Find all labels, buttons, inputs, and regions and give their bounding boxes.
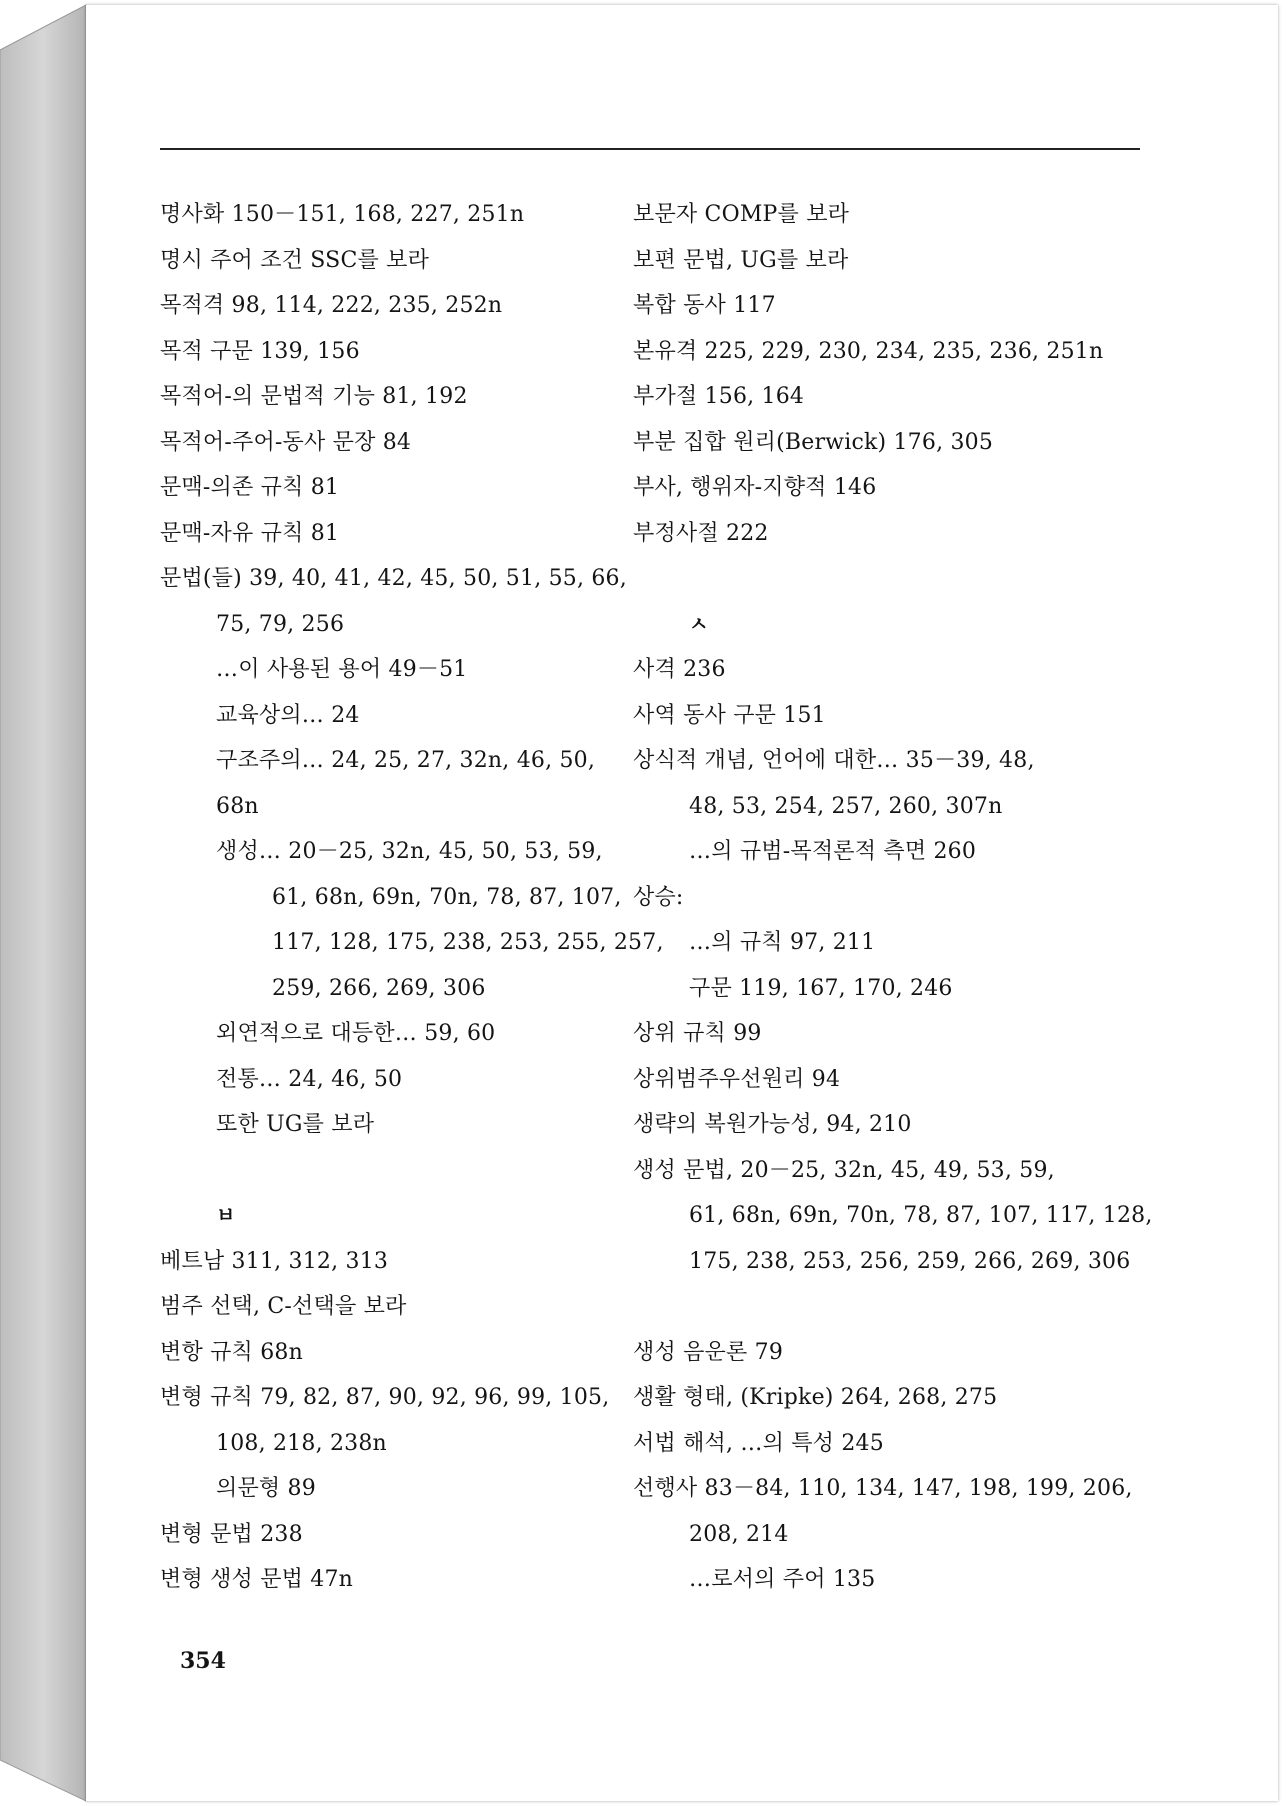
index-entry: 108, 218, 238n — [216, 1430, 387, 1456]
index-column-left — [160, 192, 690, 1603]
index-entry: 교육상의… 24 — [216, 702, 360, 728]
index-entry: 문맥-의존 규칙 81 — [160, 475, 340, 500]
index-entry: 부가절 156, 164 — [633, 384, 805, 409]
index-entry: 또한 UG를 보라 — [216, 1112, 375, 1137]
index-entry: 48, 53, 254, 257, 260, 307n — [689, 793, 1003, 819]
index-entry: 사역 동사 구문 151 — [633, 702, 826, 728]
index-entry: 목적 구문 139, 156 — [160, 338, 360, 364]
index-entry: 변형 생성 문법 47n — [160, 1567, 354, 1592]
index-entry: 목적어-주어-동사 문장 84 — [160, 429, 412, 455]
index-entry: 68n — [216, 793, 259, 819]
page-number: 354 — [180, 1648, 226, 1674]
index-entry: 117, 128, 175, 238, 253, 255, 257, — [272, 930, 664, 955]
index-entry: 생성 문법, 20－25, 32n, 45, 49, 53, 59, — [633, 1157, 1055, 1183]
spacer — [160, 1148, 690, 1194]
index-entry: 208, 214 — [689, 1521, 789, 1547]
index-entry: …의 규칙 97, 211 — [689, 930, 876, 955]
header-rule — [160, 148, 1140, 150]
index-entry: 베트남 311, 312, 313 — [160, 1248, 389, 1274]
index-entry: …의 규범-목적론적 측면 260 — [689, 839, 977, 864]
index-entry: 목적격 98, 114, 222, 235, 252n — [160, 293, 503, 318]
index-entry: 변형 규칙 79, 82, 87, 90, 92, 96, 99, 105, — [160, 1385, 610, 1410]
index-column-right — [633, 192, 1173, 1603]
index-entry: 문맥-자유 규칙 81 — [160, 520, 340, 546]
index-entry: 부정사절 222 — [633, 520, 769, 546]
book-spine-edge — [0, 0, 90, 1806]
index-entry: 의문형 89 — [216, 1476, 316, 1501]
index-entry: 변형 문법 238 — [160, 1521, 303, 1547]
index-entry: 구조주의… 24, 25, 27, 32n, 46, 50, — [216, 748, 596, 773]
index-entry: 목적어-의 문법적 기능 81, 192 — [160, 384, 468, 409]
index-entry: 생략의 복원가능성, 94, 210 — [633, 1112, 912, 1137]
index-entry: 75, 79, 256 — [216, 611, 345, 637]
section-letter: ㅂ — [216, 1203, 236, 1227]
index-entry: 문법(들) 39, 40, 41, 42, 45, 50, 51, 55, 66, — [160, 566, 627, 591]
index-entry: 상승: — [633, 884, 684, 910]
index-entry: 범주 선택, C-선택을 보라 — [160, 1294, 407, 1319]
section-letter: ㅅ — [689, 611, 709, 636]
index-entry: 부분 집합 원리(Berwick) 176, 305 — [633, 429, 994, 455]
index-entry: 259, 266, 269, 306 — [272, 975, 486, 1001]
index-entry: 상위범주우선원리 94 — [633, 1066, 841, 1092]
index-entry: 부사, 행위자-지향적 146 — [633, 475, 877, 500]
index-entry: 명시 주어 조건 SSC를 보라 — [160, 247, 430, 273]
index-entry: 명사화 150－151, 168, 227, 251n — [160, 202, 525, 227]
index-entry: 상식적 개념, 언어에 대한… 35－39, 48, — [633, 748, 1035, 773]
index-entry: 175, 238, 253, 256, 259, 266, 269, 306 — [689, 1248, 1131, 1274]
index-entry: 61, 68n, 69n, 70n, 78, 87, 107, — [272, 884, 622, 910]
index-entry: 전통… 24, 46, 50 — [216, 1066, 403, 1092]
index-entry: 생활 형태, (Kripke) 264, 268, 275 — [633, 1385, 998, 1410]
spacer — [633, 556, 1173, 602]
index-entry: 서법 해석, …의 특성 245 — [633, 1430, 884, 1456]
index-entry: 선행사 83－84, 110, 134, 147, 198, 199, 206, — [633, 1476, 1133, 1501]
index-entry: 생성… 20－25, 32n, 45, 50, 53, 59, — [216, 839, 603, 864]
spacer — [633, 1284, 1173, 1330]
index-entry: 61, 68n, 69n, 70n, 78, 87, 107, 117, 128, — [689, 1203, 1153, 1228]
index-entry: 보편 문법, UG를 보라 — [633, 247, 849, 273]
index-entry: …이 사용된 용어 49－51 — [216, 657, 468, 682]
index-entry: 외연적으로 대등한… 59, 60 — [216, 1021, 496, 1046]
index-entry: 본유격 225, 229, 230, 234, 235, 236, 251n — [633, 338, 1104, 364]
index-entry: 보문자 COMP를 보라 — [633, 202, 850, 227]
index-entry: 복합 동사 117 — [633, 293, 776, 318]
index-entry: 생성 음운론 79 — [633, 1339, 784, 1365]
index-entry: 사격 236 — [633, 657, 726, 682]
index-entry: 구문 119, 167, 170, 246 — [689, 975, 953, 1001]
index-entry: 상위 규칙 99 — [633, 1021, 762, 1046]
index-entry: …로서의 주어 135 — [689, 1567, 876, 1592]
index-entry: 변항 규칙 68n — [160, 1339, 303, 1365]
